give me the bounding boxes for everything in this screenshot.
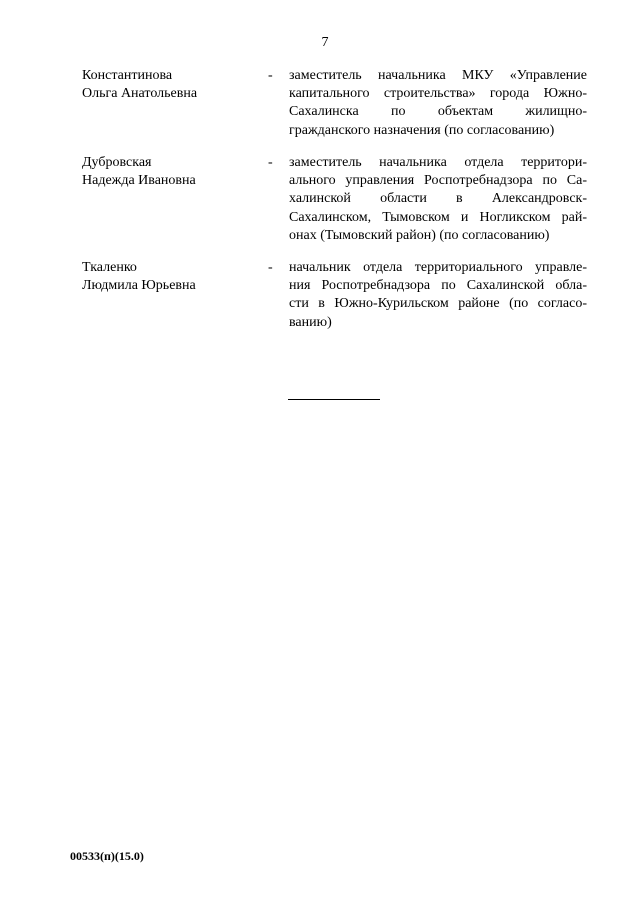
role-line: Сахалинска по объектам жилищно- [289,104,587,120]
role-line: гражданского назначения (по согласованию) [289,122,555,138]
role-line: ванию) [289,314,332,330]
member-surname: Константинова [82,68,173,83]
member-surname: Ткаленко [82,260,137,275]
member-given-names: Людмила Юрьевна [82,278,196,294]
role-line: заместитель начальника МКУ «Управление [289,68,587,83]
member-given-names: Ольга Анатольевна [82,86,198,102]
role-line: капитального строительства» города Южно- [289,86,587,102]
entry-dash: - [268,260,273,275]
role-line: онах (Тымовский район) (по согласованию) [289,227,550,243]
role-line: Сахалинском, Тымовском и Ногликском рай- [289,209,587,225]
member-role [289,259,587,332]
role-line: ального управления Роспотребнадзора по Са- [289,173,587,189]
document-code: 00533(п)(15.0) [70,849,144,863]
end-of-list-separator [288,399,380,400]
member-given-names: Надежда Ивановна [82,173,196,189]
role-line: ния Роспотребнадзора по Сахалинской обла- [289,278,587,294]
member-name [82,154,262,190]
role-line: заместитель начальника отдела территори- [289,155,587,170]
role-line: сти в Южно-Курильском районе (по согласо- [289,296,587,312]
role-line: халинской области в Александровск- [289,191,587,207]
entry-dash: - [268,155,273,170]
role-line: начальник отдела территориального управле- [289,260,587,275]
member-name [82,67,262,103]
member-role [289,67,587,140]
member-role [289,154,587,245]
page-number: 7 [321,35,329,50]
member-surname: Дубровская [82,155,152,170]
entry-dash: - [268,68,273,83]
member-name [82,259,262,295]
